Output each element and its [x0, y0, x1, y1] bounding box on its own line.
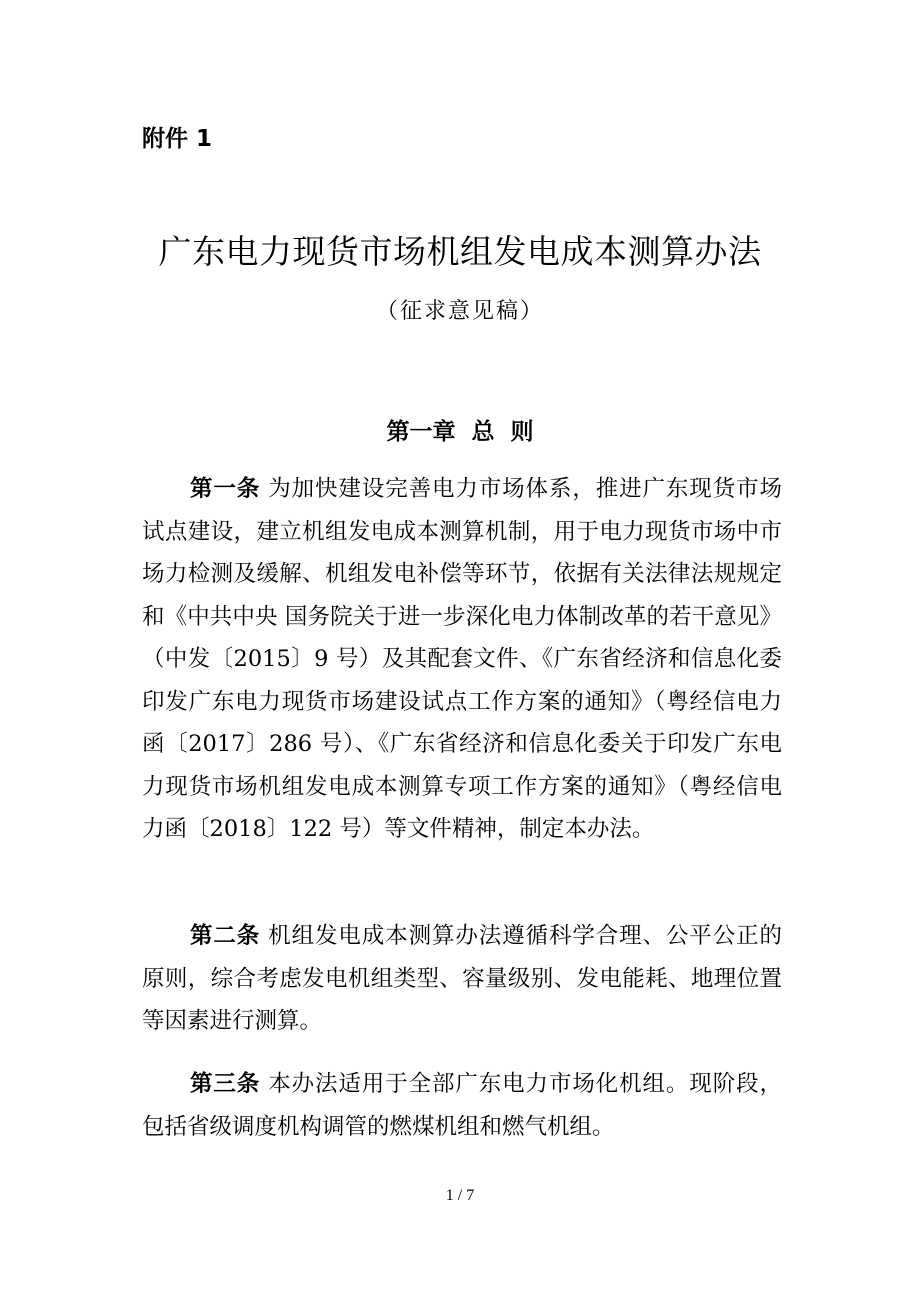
chapter-heading [0, 414, 920, 450]
document-title: 广东电力现货市场机组发电成本测算办法 [158, 232, 762, 271]
article-1 [142, 468, 782, 851]
article-text: 机组发电成本测算办法遵循科学合理、公平公正的原则，综合考虑发电机组类型、容量级别、发电能耗、地理位置等因素进行测算。 [142, 923, 782, 1034]
article-label: 第一条 [190, 476, 261, 502]
chapter-title: 第一章 总 则 [386, 419, 534, 445]
document-subtitle: （征求意见稿） [375, 299, 544, 324]
article-2 [142, 915, 782, 1043]
attachment-label: 附件 1 [142, 126, 213, 152]
article-label: 第三条 [190, 1071, 261, 1097]
article-label: 第二条 [190, 923, 261, 949]
article-text: 本办法适用于全部广东电力市场化机组。现阶段，包括省级调度机构调管的燃煤机组和燃气机组。 [142, 1071, 782, 1140]
article-text: 为加快建设完善电力市场体系，推进广东现货市场试点建设，建立机组发电成本测算机制，用于电力现货市场中市场力检测及缓解、机组发电补偿等环节，依据有关法律法规规定和《中共中央 国务院关于进一步深化电力体制改革的若干意见》（中发〔2015〕9 号）及其配套文件、《广东省经济和信息化委印发广东电力现货市场建设试点工作方案的通知》（粤经信电力函〔2017〕286 号）、《广东省经济和信息化委关于印发广东电力现货市场机组发电成本测算专项工作方案的通知》（粤经信电力函〔2018〕122 号）等文件精神，制定本办法。 [142, 476, 782, 842]
article-3 [142, 1063, 782, 1148]
page-number: 1 / 7 [445, 1187, 475, 1204]
